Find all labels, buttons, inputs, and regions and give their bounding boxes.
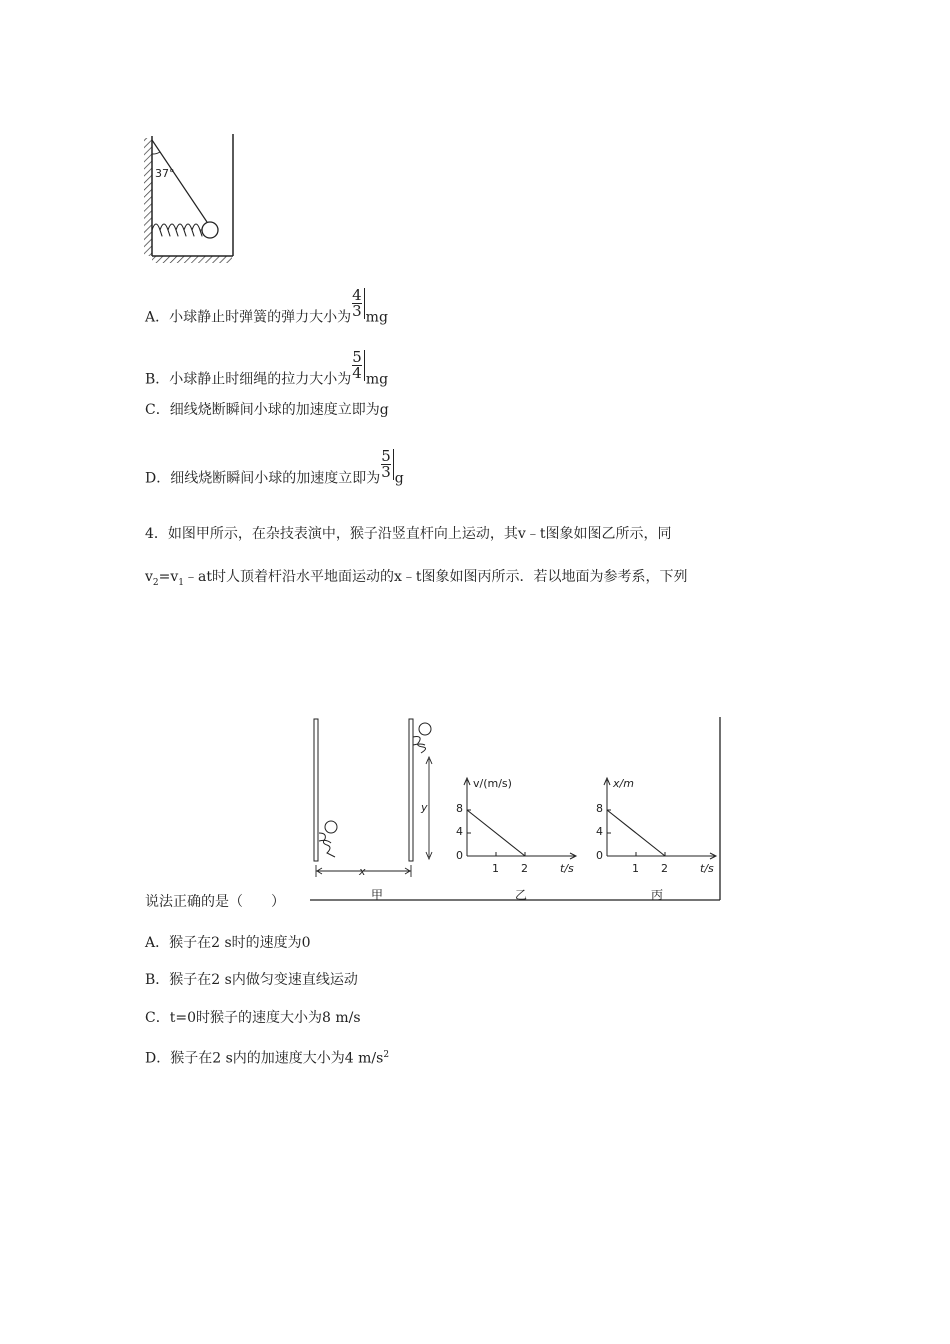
vt-ytick-0: 0 [456,849,463,862]
chart-xt [596,777,716,875]
figure-pendulum-spring [140,130,240,265]
xt-ytick-4: 4 [596,825,603,838]
fraction: $\frac{5}{4}$ [352,350,365,381]
pole-end [409,719,413,861]
question-4-line3: 说法正确的是（ ） [145,894,285,910]
monkey-bottom [319,821,337,857]
label-jia: 甲 [371,888,384,902]
chart-vt [456,777,576,875]
label-y: y [421,801,428,814]
xt-ytick-0: 0 [596,849,603,862]
xt-ylabel: x/m [613,777,634,790]
vt-xtick-2: 2 [521,862,528,875]
xt-ytick-8: 8 [596,802,603,815]
question-4-line1: 4．如图甲所示，在杂技表演中，猴子沿竖直杆向上运动，其v﹣t图象如图乙所示，同 [145,526,672,542]
angle-label: 37° [155,167,175,180]
spring [152,224,203,236]
xt-xtick-1: 1 [632,862,639,875]
rope [152,140,207,222]
q4-option-b: B．猴子在2 s内做匀变速直线运动 [145,972,358,988]
option-d: D．细线烧断瞬间小球的加速度立即为 $\frac{5}{3}$ g [145,447,404,487]
ball [202,222,218,238]
question-4-line2: $v_2=v_1﹣at$时人顶着杆沿水平地面运动的x﹣t图象如图丙所示．若以地面为参考系，下列 [145,569,688,588]
label-bing: 丙 [651,888,664,902]
floor [152,256,232,263]
option-c: C．细线烧断瞬间小球的加速度立即为g [145,402,389,418]
pole-start [314,719,318,861]
option-a: A．小球静止时弹簧的弹力大小为 $\frac{4}{3}$ mg [145,286,388,326]
q4-option-c: C．t=0时猴子的速度大小为8 m/s [145,1010,361,1026]
vt-ylabel: v/(m/s) [473,777,512,790]
vt-xlabel: t/s [560,862,574,875]
vt-ytick-4: 4 [456,825,463,838]
xt-xlabel: t/s [700,862,714,875]
q4-option-d: D．猴子在2 s内的加速度大小为4 $m/s^2$ [145,1050,390,1067]
vt-series-line [467,810,525,856]
vt-xtick-1: 1 [492,862,499,875]
xt-series-line [607,810,665,856]
xt-xtick-2: 2 [661,862,668,875]
fraction: $\frac{4}{3}$ [352,288,365,319]
fraction: $\frac{5}{3}$ [381,449,394,480]
vt-ytick-8: 8 [456,802,463,815]
left-wall [144,138,152,256]
q4-option-a: A．猴子在2 s时的速度为0 [145,935,311,951]
label-x: x [359,865,366,878]
option-b: B．小球静止时细绳的拉力大小为 $\frac{5}{4}$ mg [145,348,389,388]
monkey-top [413,723,431,753]
label-yi: 乙 [515,888,528,902]
figure-monkey-graphs [305,715,725,905]
